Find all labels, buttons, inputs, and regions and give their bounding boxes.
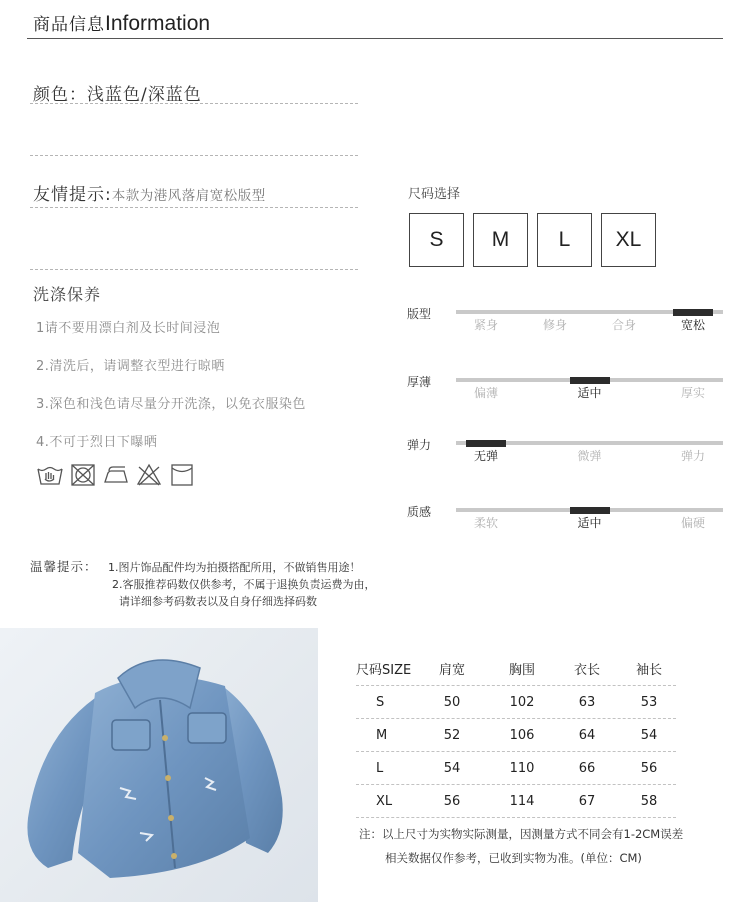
scale-track: [456, 310, 723, 314]
scale-label: 厚薄: [407, 375, 432, 389]
size-option-xl[interactable]: XL: [601, 213, 656, 267]
table-cell: 106: [509, 727, 535, 743]
scale-option-selected: 适中: [577, 516, 602, 530]
section-title: [33, 10, 210, 36]
table-cell: 54: [640, 727, 658, 743]
section-title-cn: 商品信息: [33, 15, 105, 35]
no-bleach-icon: [136, 463, 162, 487]
scale-marker: [673, 309, 713, 316]
no-tumble-dry-icon: [70, 463, 96, 487]
friendly-tip: [33, 180, 266, 205]
care-line: 2.清洗后，请调整衣型进行晾晒: [36, 359, 225, 374]
scale-option: 偏硬: [680, 516, 706, 530]
table-cell: 67: [578, 793, 596, 809]
header-divider: [27, 38, 723, 39]
size-option-l[interactable]: L: [537, 213, 592, 267]
size-options: [409, 213, 656, 267]
scale-marker: [570, 377, 610, 384]
scale-option-selected: 适中: [577, 386, 602, 400]
table-cell: 64: [578, 727, 596, 743]
care-icons: [37, 463, 195, 487]
size-select-title: 尺码选择: [408, 187, 461, 202]
divider: [30, 155, 358, 156]
scale-track: [456, 378, 723, 382]
scale-option: 合身: [611, 318, 637, 332]
table-row: [356, 719, 676, 752]
care-title: 洗涤保养: [33, 285, 102, 304]
section-title-en: Information: [105, 12, 211, 35]
table-cell: 63: [578, 694, 596, 710]
scale-label: 质感: [407, 505, 432, 519]
divider: [30, 207, 358, 208]
table-row: [356, 752, 676, 785]
scale-option: 紧身: [473, 318, 499, 332]
product-photo: [0, 628, 318, 902]
care-line: 3.深色和浅色请尽量分开洗涤，以免衣服染色: [36, 397, 306, 412]
table-cell: 58: [640, 793, 658, 809]
table-cell: 66: [578, 760, 596, 776]
scale-label: 弹力: [407, 438, 432, 452]
table-cell: 102: [509, 694, 535, 710]
hand-wash-icon: [37, 463, 63, 487]
table-cell: L: [376, 760, 384, 776]
size-table-note: [359, 822, 683, 870]
care-line: 1请不要用漂白剂及长时间浸泡: [36, 321, 221, 336]
size-option-m[interactable]: M: [473, 213, 528, 267]
size-option-s[interactable]: S: [409, 213, 464, 267]
scale-option: 柔软: [473, 516, 499, 530]
scale-option-selected: 无弹: [473, 449, 499, 463]
scale-label: 版型: [407, 307, 432, 321]
scale-option: 修身: [542, 318, 568, 332]
iron-icon: [103, 463, 129, 487]
scale-marker: [466, 440, 506, 447]
table-cell: 110: [509, 760, 535, 776]
scale-marker: [570, 507, 610, 514]
scale-option-selected: 宽松: [680, 318, 706, 332]
scale-track: [456, 508, 723, 512]
divider: [30, 103, 358, 104]
scale-track: [456, 441, 723, 445]
hang-dry-icon: [169, 463, 195, 487]
table-cell: 114: [509, 793, 535, 809]
table-cell: XL: [376, 793, 393, 809]
table-row: [356, 785, 676, 818]
warm-tip-line: 2.客服推荐码数仅供参考，不属于退换负责运费为由，: [112, 578, 376, 591]
table-row: [356, 686, 676, 719]
care-line: 4.不可于烈日下曝晒: [36, 435, 158, 450]
note-line: 注：以上尺寸为实物实际测量，因测量方式不同会有1-2CM误差: [359, 827, 684, 841]
table-header-cell: 袖长: [635, 663, 662, 678]
divider: [30, 269, 358, 270]
friendly-tip-note: 本款为港风落肩宽松版型: [111, 188, 266, 204]
table-cell: 56: [443, 793, 461, 809]
color-info: 颜色：浅蓝色/深蓝色: [33, 85, 202, 105]
table-cell: M: [376, 727, 388, 743]
table-cell: 53: [640, 694, 658, 710]
table-header-row: [356, 652, 676, 686]
table-header-cell: 胸围: [508, 663, 535, 678]
table-cell: 50: [443, 694, 461, 710]
table-cell: S: [376, 694, 385, 710]
table-header-cell: 尺码SIZE: [356, 663, 412, 678]
warm-tip-line: 1.图片饰品配件均为拍摄搭配所用，不做销售用途！: [108, 561, 361, 574]
table-cell: 54: [443, 760, 461, 776]
table-cell: 56: [640, 760, 658, 776]
table-cell: 52: [443, 727, 461, 743]
warm-tip-line: 请详细参考码数表以及自身仔细选择码数: [119, 595, 317, 608]
warm-tip-label: 温馨提示：: [30, 559, 98, 574]
scale-option: 微弹: [577, 449, 602, 463]
size-table: [356, 652, 676, 818]
friendly-tip-label: 友情提示:: [33, 185, 112, 205]
scale-option: 厚实: [680, 386, 706, 400]
table-header-cell: 衣长: [573, 663, 600, 678]
note-line: 相关数据仅作参考，已收到实物为准。(单位：CM): [385, 851, 642, 865]
warm-tip: [30, 558, 376, 610]
scale-option: 弹力: [680, 449, 706, 463]
table-header-cell: 肩宽: [438, 663, 465, 678]
scale-option: 偏薄: [473, 386, 499, 400]
